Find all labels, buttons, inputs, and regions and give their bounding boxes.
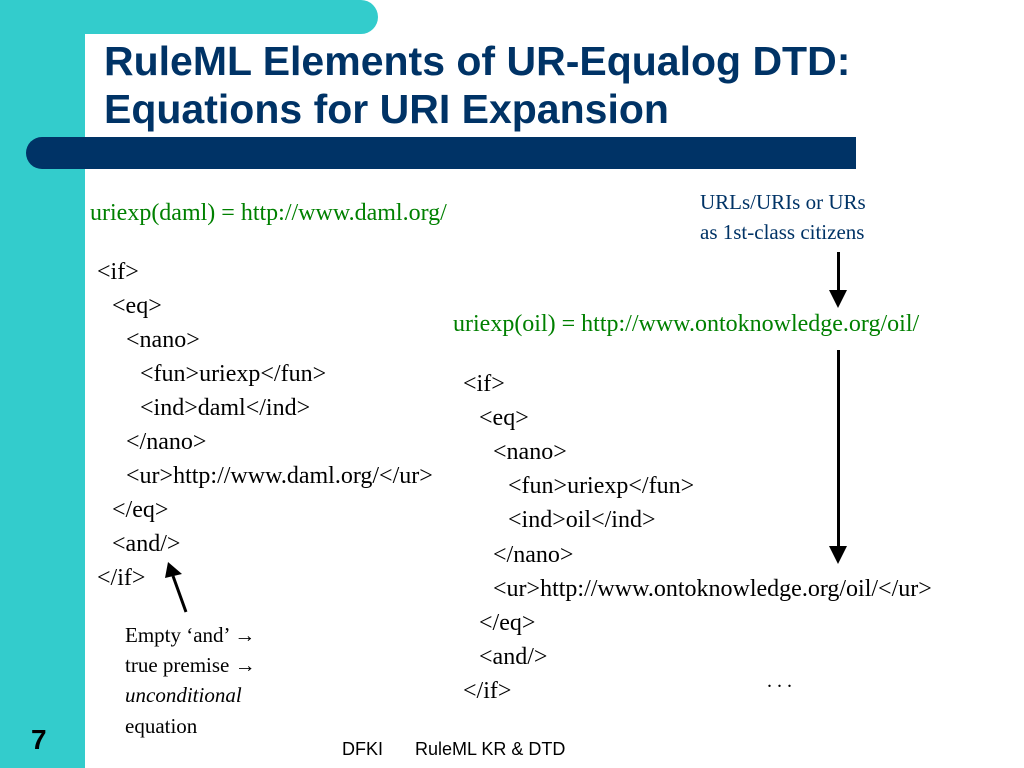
equation-oil: uriexp(oil) = http://www.ontoknowledge.org/oil/ xyxy=(453,311,920,337)
arrow-head-2 xyxy=(829,546,847,564)
slide-title-line2: Equations for URI Expansion xyxy=(104,86,669,132)
callout-line1: URLs/URIs or URs xyxy=(700,190,866,214)
note-line3: unconditional xyxy=(125,683,242,707)
top-accent-pill xyxy=(0,0,378,34)
arrow-to-oil-ur xyxy=(837,350,840,548)
footer-org: DFKI xyxy=(342,739,384,759)
note-line4: equation xyxy=(125,714,198,738)
code-line: <ind>daml</ind> xyxy=(140,395,311,421)
code-line: <nano> xyxy=(126,327,200,353)
code-line: </eq> xyxy=(479,610,536,636)
code-line: <if> xyxy=(97,259,139,285)
code-line: <nano> xyxy=(493,439,567,465)
code-line: <ur>http://www.daml.org/</ur> xyxy=(126,463,433,489)
page-number: 7 xyxy=(31,724,47,755)
title-underline-bar xyxy=(26,137,856,169)
code-line: <if> xyxy=(463,371,505,397)
code-line: <and/> xyxy=(479,644,548,670)
callout-text xyxy=(700,187,866,247)
code-line: <ind>oil</ind> xyxy=(508,507,656,533)
code-line: </eq> xyxy=(112,497,169,523)
code-line: <ur>http://www.ontoknowledge.org/oil/</ur> xyxy=(493,576,932,602)
code-line: <eq> xyxy=(112,293,162,319)
code-line: <and/> xyxy=(112,531,181,557)
arrow-to-oil-equation xyxy=(837,252,840,292)
code-line: <fun>uriexp</fun> xyxy=(508,473,695,499)
code-line: <fun>uriexp</fun> xyxy=(140,361,327,387)
footer-title: RuleML KR & DTD xyxy=(415,739,566,759)
note-line1: Empty ‘and’ → xyxy=(125,623,256,647)
ellipsis: . . . xyxy=(767,670,792,692)
callout-line2: as 1st-class citizens xyxy=(700,220,865,244)
code-line: </nano> xyxy=(126,429,207,455)
arrow-to-and xyxy=(160,560,200,616)
equation-daml: uriexp(daml) = http://www.daml.org/ xyxy=(90,200,447,226)
code-line: <eq> xyxy=(479,405,529,431)
code-line: </if> xyxy=(97,565,146,591)
slide-title-line1: RuleML Elements of UR-Equalog DTD: xyxy=(104,38,851,84)
code-line: </if> xyxy=(463,678,512,704)
arrow-head-1 xyxy=(829,290,847,308)
note-line2: true premise → xyxy=(125,653,256,677)
code-line: </nano> xyxy=(493,542,574,568)
left-accent-bar xyxy=(0,0,85,768)
